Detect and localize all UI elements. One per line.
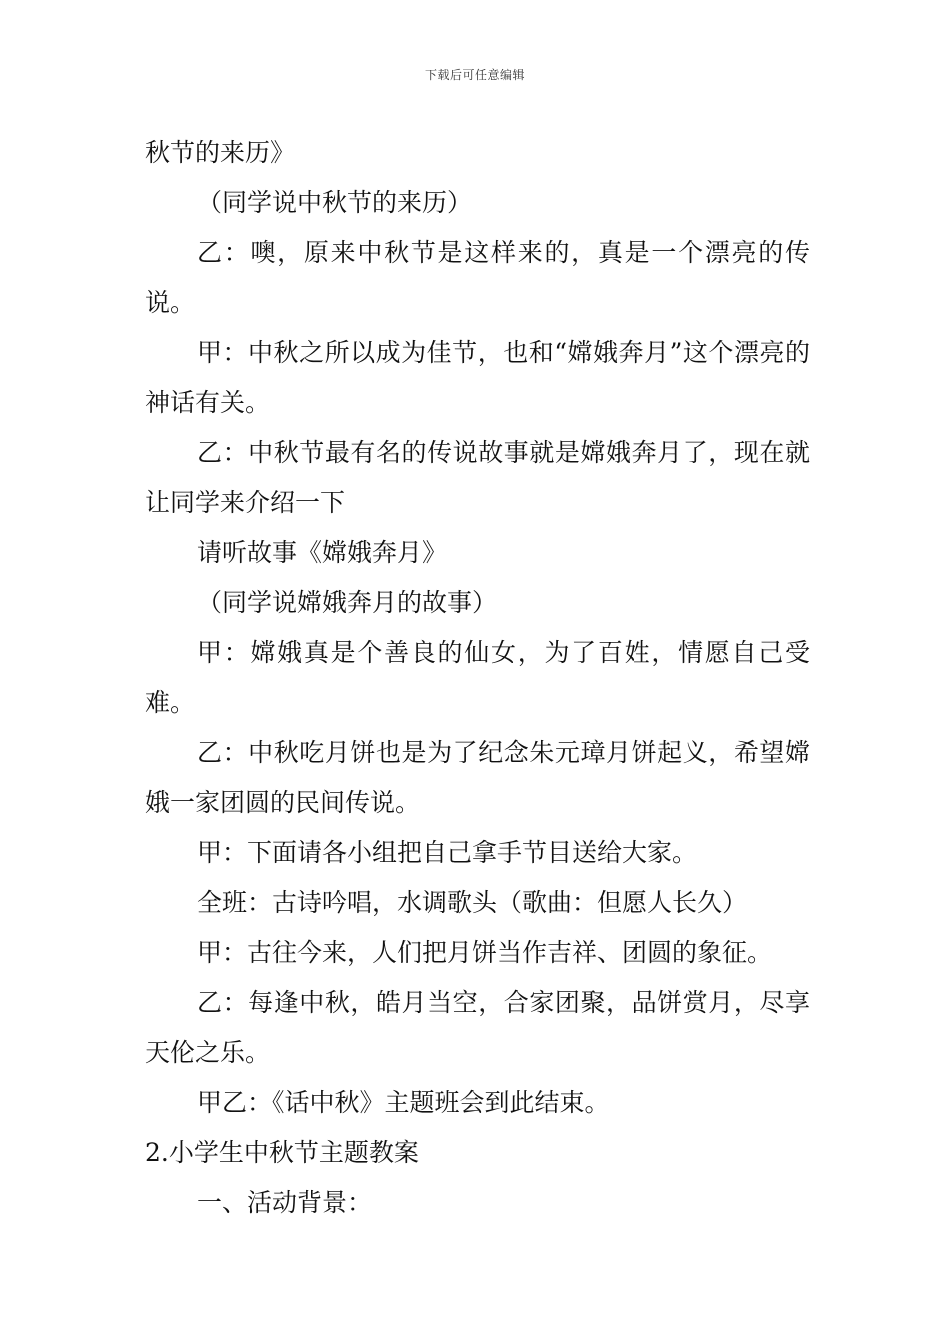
paragraph: 请听故事《嫦娥奔月》 <box>197 538 448 567</box>
paragraph: 一、活动背景： <box>197 1188 373 1217</box>
paragraph: 秋节的来历》 <box>145 138 296 167</box>
paragraph: 乙：中秋节最有名的传说故事就是嫦娥奔月了，现在就让同学来介绍一下 <box>145 438 810 517</box>
document-body <box>145 128 810 1228</box>
paragraph: （同学说中秋节的来历） <box>197 188 473 217</box>
paragraph: 乙：每逢中秋，皓月当空，合家团聚，品饼赏月，尽享天伦之乐。 <box>145 988 810 1067</box>
paragraph: 甲：下面请各小组把自己拿手节目送给大家。 <box>197 838 698 867</box>
paragraph: 甲：中秋之所以成为佳节，也和“嫦娥奔月”这个漂亮的神话有关。 <box>145 338 810 417</box>
section-heading: 2.小学生中秋节主题教案 <box>145 1138 419 1167</box>
paragraph: 甲：古往今来，人们把月饼当作吉祥、团圆的象征。 <box>197 938 773 967</box>
paragraph: 乙：中秋吃月饼也是为了纪念朱元璋月饼起义，希望嫦娥一家团圆的民间传说。 <box>145 738 810 817</box>
paragraph: （同学说嫦娥奔月的故事） <box>197 588 498 617</box>
paragraph: 甲：嫦娥真是个善良的仙女，为了百姓，情愿自己受难。 <box>145 638 810 717</box>
header-note: 下载后可任意编辑 <box>424 68 525 82</box>
paragraph: 乙：噢，原来中秋节是这样来的，真是一个漂亮的传说。 <box>145 238 810 317</box>
paragraph: 全班：古诗吟唱，水调歌头（歌曲：但愿人长久） <box>197 888 748 917</box>
paragraph: 甲乙：《话中秋》主题班会到此结束。 <box>197 1088 610 1117</box>
